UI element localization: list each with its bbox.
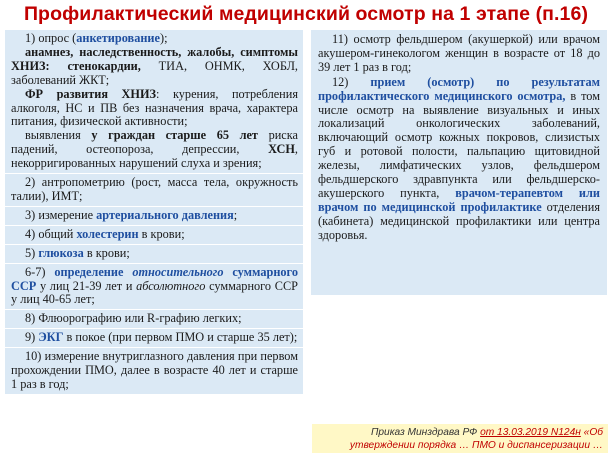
item-text: 1) опрос ( (25, 31, 77, 45)
list-item-11: 11) осмотр фельдшером (акушеркой) или врачом акушером-гинекологом женщин в возрасте от 18 до 39 лет 1 раз в год; (318, 32, 600, 74)
item-bold: ХСН (268, 142, 295, 157)
list-item-4 (5, 226, 303, 245)
item-text: ТИА, ОНМК, ХОБЛ, заболеваний ЖКТ; (11, 58, 298, 87)
source-reference (312, 424, 608, 453)
item-highlight: анкетирование (76, 31, 160, 45)
item-text: в том числе осмотр на выявление визуальных и иных локализаций онкологических заболеваний, включающий осмотр кожных покровов, слизистых губ и ротовой полости, пальпацию щитовидной железы, лимфатических узлов, фельдшером фельдшерского здравпункта или фельдшерско-акушерского пункта, (318, 88, 600, 200)
item-bold: у граждан старше 65 лет (91, 128, 258, 143)
list-item-3 (5, 207, 303, 226)
item-highlight: суммарного ССР (11, 264, 298, 293)
item-text: в крови; (83, 245, 130, 260)
item-text: : курения, потребления алкоголя, НС и ПВ без назначения врача, характера питания, физической активности; (11, 86, 299, 129)
list-item-9 (5, 329, 303, 348)
item-text: 4) общий (25, 226, 77, 241)
reference-prefix: Приказ Минздрава РФ (371, 427, 481, 438)
list-item-2: 2) антропометрию (рост, масса тела, окружность талии), ИМТ; (5, 174, 303, 207)
item-text: ; (233, 207, 238, 222)
item-text: 3) измерение (25, 207, 97, 222)
reference-date-link[interactable]: от 13.03.2019 N124н (480, 427, 581, 438)
item-highlight: врачом-терапевтом или врачом по медицинской профилактике (318, 185, 600, 214)
list-item-10: 10) измерение внутриглазного давления при первом прохождении ПМО, далее в возрасте 40 лет и старше 1 раз в год; (5, 348, 303, 395)
item-highlight: прием (осмотр) по результатам профилактического медицинского осмотра, (318, 74, 601, 103)
item-text: в покое (при первом ПМО и старше 35 лет); (63, 330, 298, 345)
item-text: 6-7) (25, 264, 55, 279)
item-text: ); (159, 31, 168, 45)
left-column (5, 30, 303, 451)
item-text: , некорригированных нарушений слуха и зрения; (11, 142, 298, 171)
item-text: у лиц 21-39 лет и (36, 278, 137, 293)
right-column (311, 30, 607, 295)
item-text: в крови; (138, 226, 185, 241)
item-bold: ФР развития ХНИЗ (25, 86, 157, 101)
item-italic: абсолютного (136, 278, 206, 293)
item-highlight: определение (54, 264, 124, 279)
item-highlight-italic: относительного (132, 264, 224, 279)
reference-title: «Об утверждении порядка … ПМО и диспансеризации … (349, 427, 603, 451)
item-highlight: артериального давления (96, 207, 234, 222)
list-item-8: 8) Флюорографию или R-графию легких; (5, 310, 303, 329)
list-item-5 (5, 245, 303, 264)
item-highlight: глюкоза (38, 245, 84, 260)
list-item-12 (318, 76, 600, 243)
item-text: 5) (25, 245, 39, 260)
page-title: Профилактический медицинский осмотр на 1 этапе (п.16) (23, 3, 589, 25)
item-text: риска падений, остеопороза, депрессии, (11, 128, 299, 157)
list-item-1 (5, 30, 303, 174)
item-text: 12) (332, 74, 371, 89)
item-text (123, 265, 132, 279)
item-highlight: холестерин (76, 226, 139, 241)
item-text: суммарного ССР у лиц 40-65 лет; (11, 278, 298, 307)
list-item-6-7 (5, 264, 303, 311)
item-text: выявления (25, 128, 92, 143)
item-text: 9) (25, 330, 39, 345)
item-bold: анамнез, наследственность, жалобы, симптомы ХНИЗ: стенокардии, (11, 44, 298, 73)
item-highlight: ЭКГ (38, 330, 64, 345)
item-text: отделения (кабинета) медицинской профилактики или центра здоровья. (318, 199, 600, 242)
